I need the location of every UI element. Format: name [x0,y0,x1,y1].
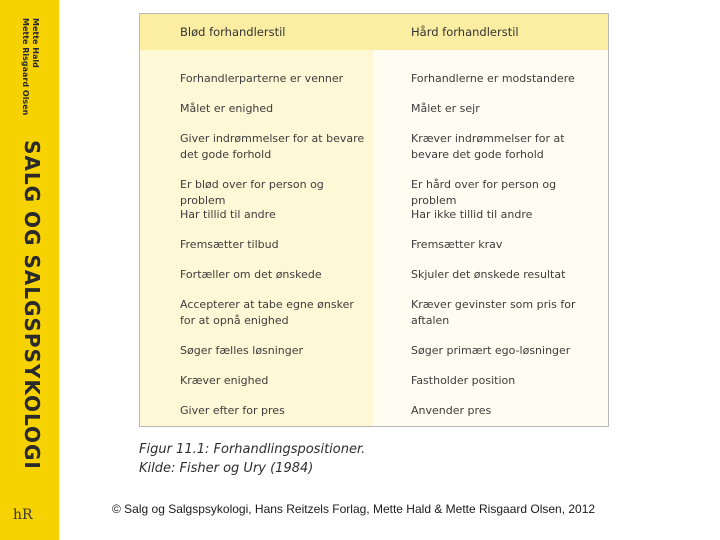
soft-cell: Kræver enighed [180,374,269,387]
soft-cell: Målet er enighed [180,102,274,115]
soft-cell: Accepterer at tabe egne ønsker for at opnå enighed [180,298,354,327]
soft-cell: Forhandlerparterne er venner [180,72,344,85]
soft-cell: Fortæller om det ønskede [180,268,322,281]
hard-cell: Forhandlerne er modstandere [411,72,575,85]
hard-cell: Kræver indrømmelser for at bevare det gode forhold [411,132,565,161]
publisher-logo: hR [13,507,33,523]
spine-author-1: Mette Hald [31,18,40,68]
hard-cell: Kræver gevinster som pris for aftalen [411,298,576,327]
hard-cell: Målet er sejr [411,102,480,115]
soft-cell: Har tillid til andre [180,208,276,221]
soft-cell: Giver indrømmelser for at bevare det gode forhold [180,132,365,161]
header-soft: Blød forhandlerstil [180,25,286,39]
hard-cell: Skjuler det ønskede resultat [411,268,566,281]
figure-title: Figur 11.1: Forhandlingspositioner. [139,442,366,457]
figure-source: Kilde: Fisher og Ury (1984) [139,461,314,476]
header-hard: Hård forhandlerstil [411,25,519,39]
spine-authors [20,18,50,118]
copyright-footer: © Salg og Salgspsykologi, Hans Reitzels Forlag, Mette Hald & Mette Risgaard Olsen, 2012 [112,502,596,516]
hard-cell: Fastholder position [411,374,516,387]
hard-cell: Er hård over for person og problem [411,178,557,207]
hard-cell: Fremsætter krav [411,238,503,251]
soft-cell: Søger fælles løsninger [180,344,304,357]
figure-caption [139,440,365,478]
soft-cell: Fremsætter tilbud [180,238,279,251]
spine-title-wrap [20,140,52,470]
book-spine [0,0,59,540]
spine-author-2: Mette Risgaard Olsen [21,18,30,116]
table-header [140,14,608,50]
hard-cell: Har ikke tillid til andre [411,208,533,221]
hard-cell: Anvender pres [411,404,492,417]
soft-cell: Er blød over for person og problem [180,178,324,207]
spine-title: SALG OG SALGSPSYKOLOGI [20,140,44,470]
soft-cell: Giver efter for pres [180,404,285,417]
hard-cell: Søger primært ego-løsninger [411,344,571,357]
negotiation-table [139,13,609,427]
